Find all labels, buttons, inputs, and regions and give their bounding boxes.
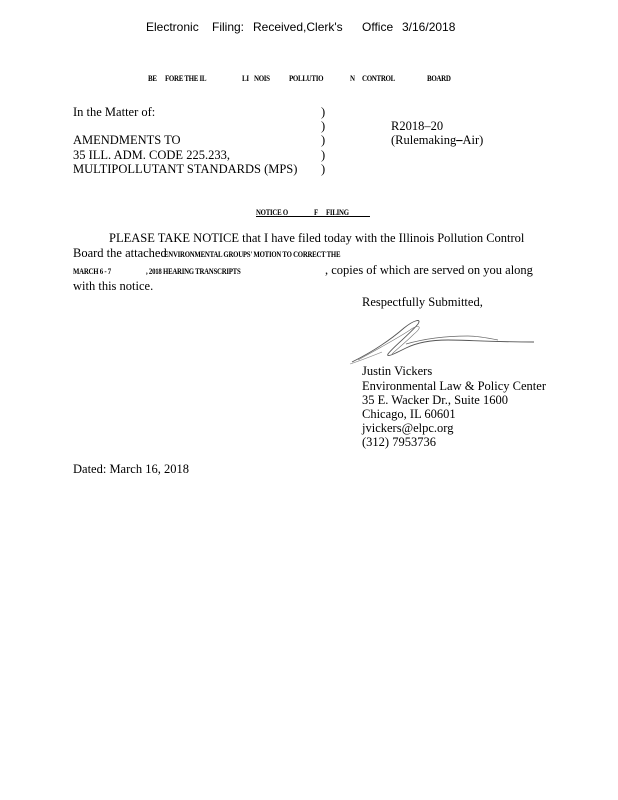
caption-docket-number: R2018–20 bbox=[391, 119, 444, 133]
signature-street: 35 E. Wacker Dr., Suite 1600 bbox=[362, 393, 508, 407]
docket-type-suffix: Air) bbox=[462, 133, 484, 147]
body-line3-end: , copies of which are served on you along bbox=[325, 263, 533, 277]
notice-heading-part3: FILING bbox=[326, 207, 349, 217]
docket-type-dash: – bbox=[456, 133, 463, 147]
header-office: Office bbox=[362, 20, 394, 34]
board-title-part5: POLLUTIO bbox=[289, 73, 324, 83]
board-title-part7: CONTROL bbox=[362, 73, 395, 83]
board-title-part1: BE bbox=[148, 73, 157, 83]
signature-city: Chicago, IL 60601 bbox=[362, 407, 456, 421]
body-line2-start: Board the attached bbox=[73, 246, 167, 260]
header-date: 3/16/2018 bbox=[402, 20, 456, 34]
caption-line2: 35 ILL. ADM. CODE 225.233, bbox=[73, 148, 230, 162]
board-title-part4: NOIS bbox=[254, 73, 270, 83]
dated-line: Dated: March 16, 2018 bbox=[73, 462, 189, 476]
body-line3-caps-a: MARCH 6 - 7 bbox=[73, 266, 111, 276]
caption-in-matter: In the Matter of: bbox=[73, 105, 156, 119]
signature-phone: (312) 7953736 bbox=[362, 435, 436, 449]
caption-docket-type bbox=[391, 133, 483, 148]
notice-heading-part2: F bbox=[314, 207, 318, 217]
header-electronic: Electronic bbox=[146, 20, 199, 34]
body-line2-caps: ENVIRONMENTAL GROUPS' MOTION TO CORRECT THE bbox=[164, 249, 341, 259]
signature-closing: Respectfully Submitted, bbox=[362, 295, 483, 309]
caption-paren-1: ) bbox=[321, 105, 326, 119]
docket-type-prefix: (Rulemaking bbox=[391, 133, 457, 147]
signature-email: jvickers@elpc.org bbox=[362, 421, 454, 435]
caption-line3: MULTIPOLLUTANT STANDARDS (MPS) bbox=[73, 162, 298, 176]
signature-org: Environmental Law & Policy Center bbox=[362, 379, 546, 393]
signature-name: Justin Vickers bbox=[362, 364, 433, 378]
caption-line1: AMENDMENTS TO bbox=[73, 133, 181, 147]
handwritten-signature-icon bbox=[348, 314, 540, 368]
board-title-part2: FORE THE IL bbox=[165, 73, 207, 83]
caption-paren-2: ) bbox=[321, 119, 326, 133]
body-line1: PLEASE TAKE NOTICE that I have filed today with the Illinois Pollution Control bbox=[109, 231, 525, 245]
body-line4: with this notice. bbox=[73, 279, 154, 293]
board-title-part3: LI bbox=[242, 73, 249, 83]
board-title-part8: BOARD bbox=[427, 73, 451, 83]
caption-paren-5: ) bbox=[321, 162, 326, 176]
notice-heading-part1: NOTICE O bbox=[256, 207, 288, 217]
notice-heading-underline bbox=[256, 216, 370, 217]
header-filing: Filing: bbox=[212, 20, 245, 34]
board-title-part6: N bbox=[350, 73, 355, 83]
header-received: Received,Clerk's bbox=[253, 20, 343, 34]
caption-paren-4: ) bbox=[321, 148, 326, 162]
body-line3-caps-b: , 2018 HEARING TRANSCRIPTS bbox=[146, 266, 241, 276]
caption-paren-3: ) bbox=[321, 133, 326, 147]
